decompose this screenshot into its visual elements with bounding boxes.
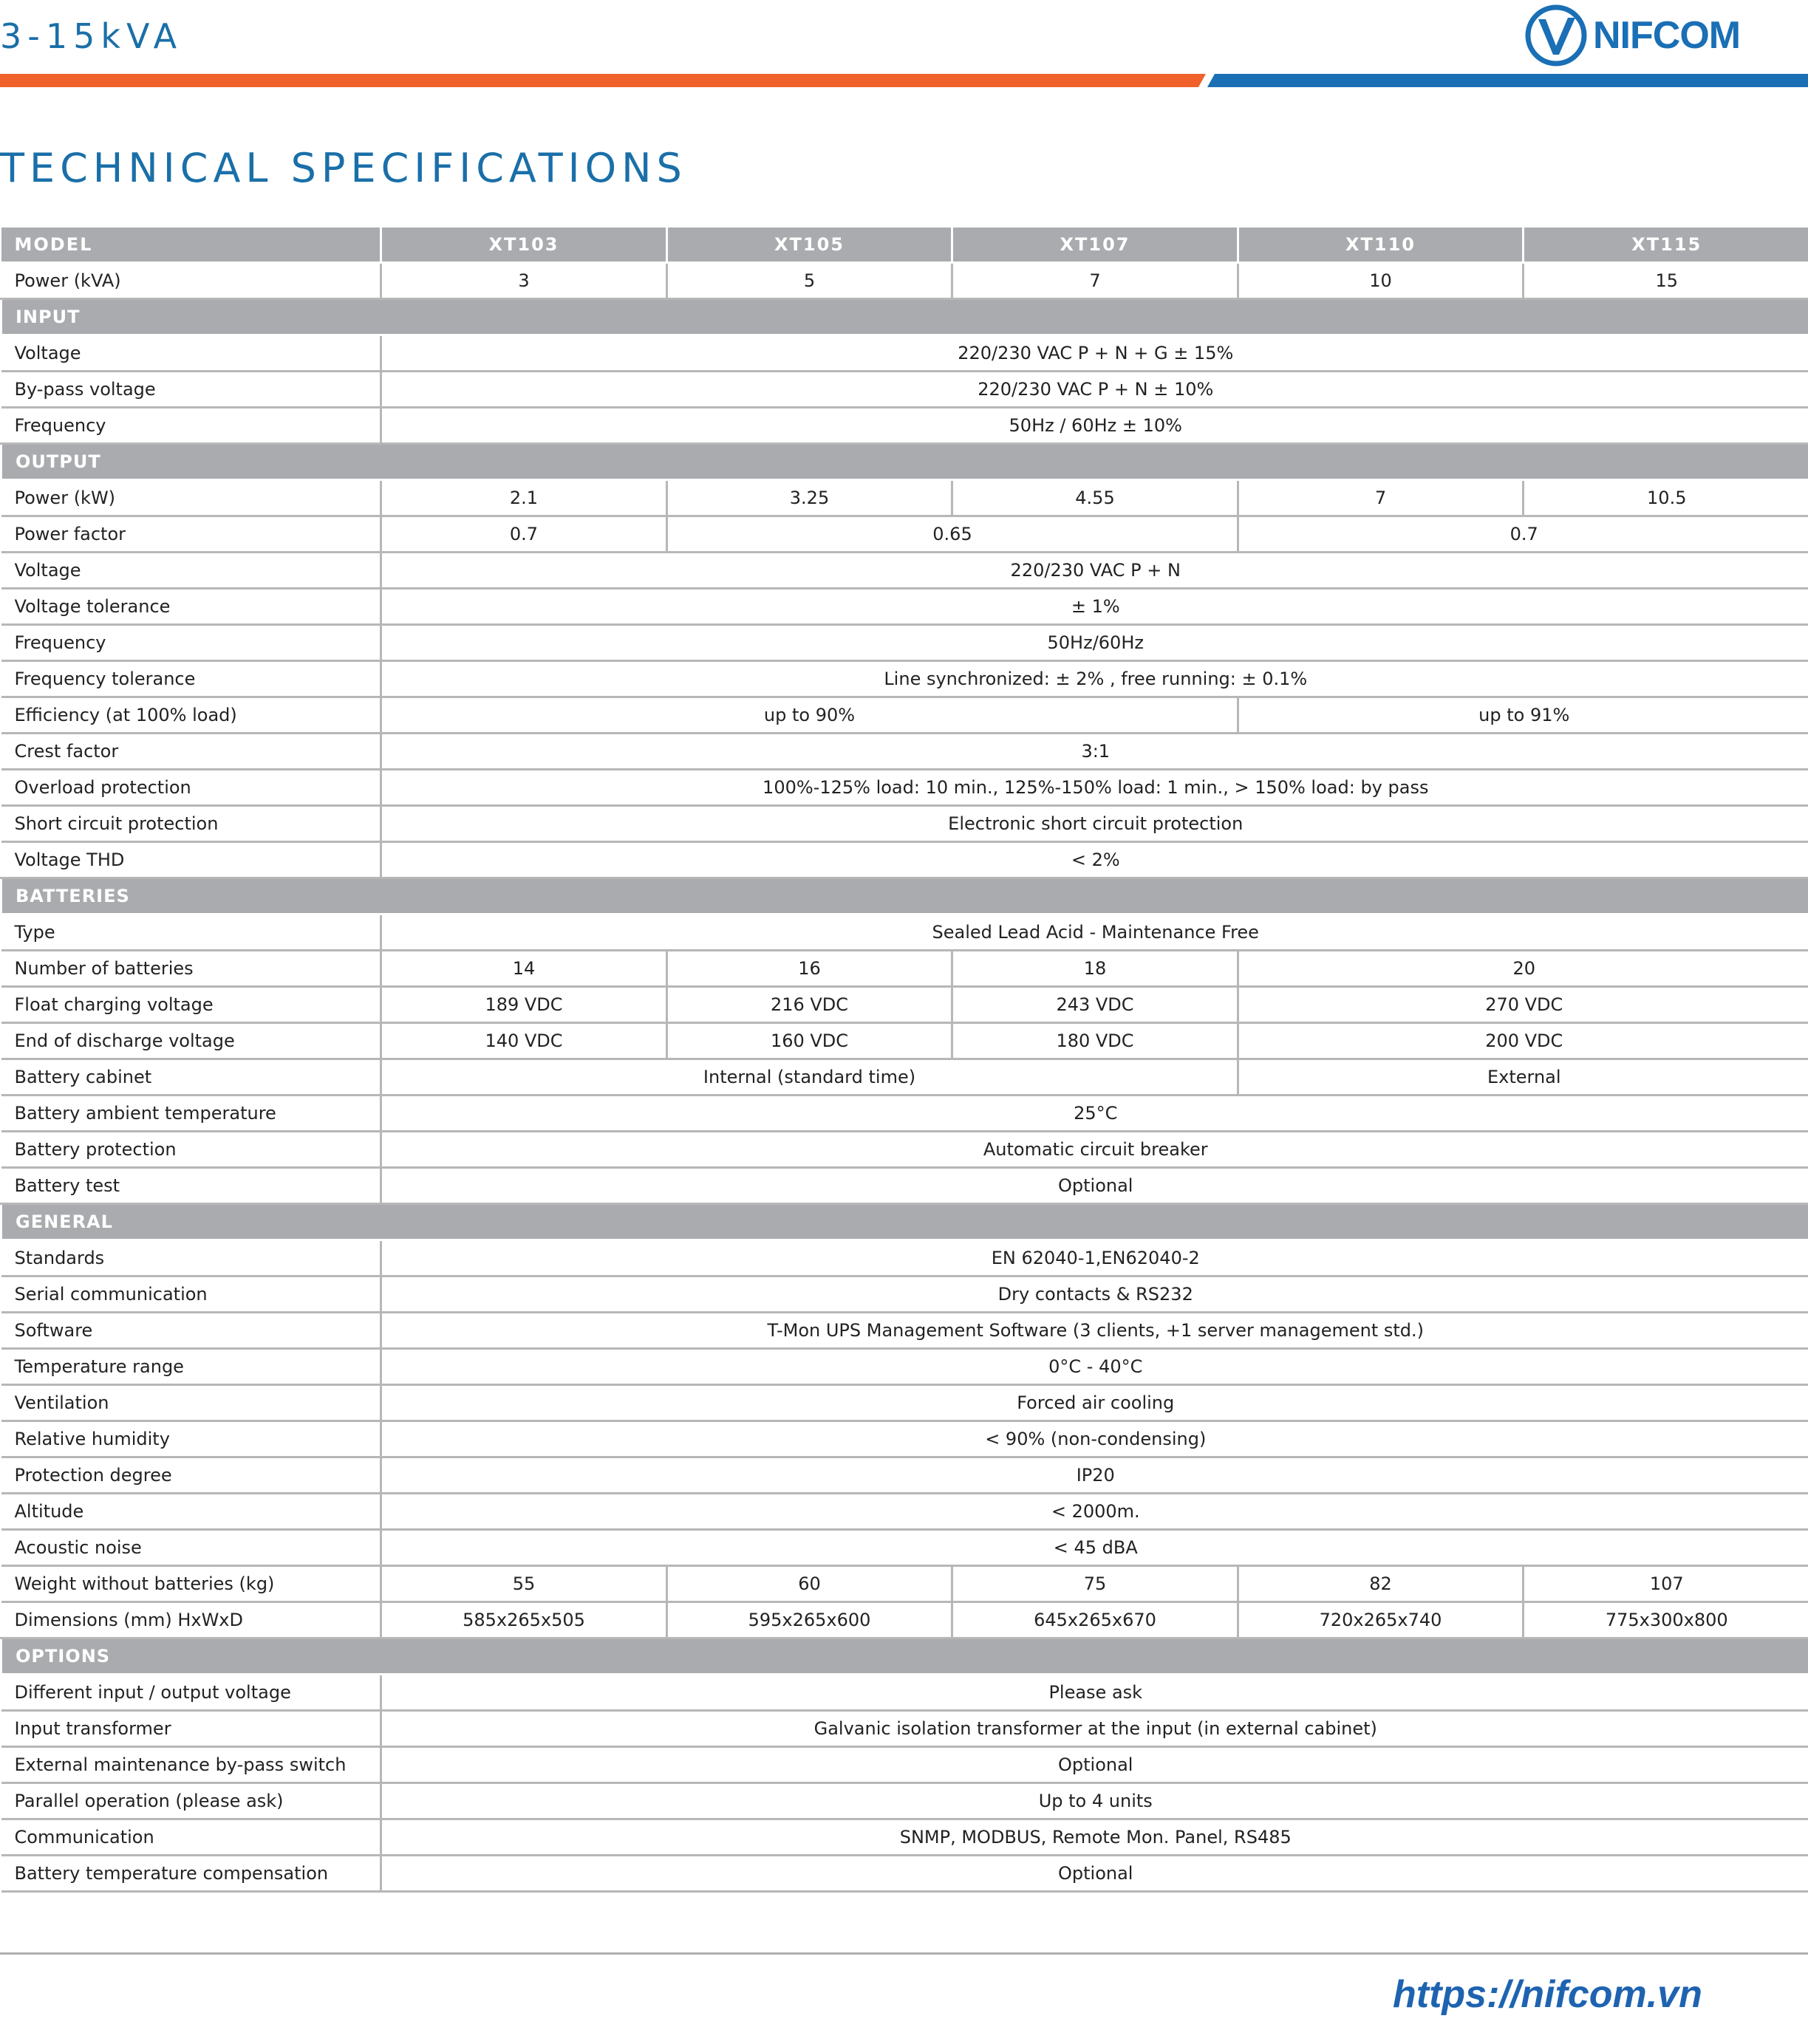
logo-mark-icon <box>1521 0 1592 74</box>
cell: 15 <box>1524 263 1808 299</box>
table-row <box>1 697 1808 734</box>
cell: T-Mon UPS Management Software (3 clients, +1 server management std.) <box>381 1313 1808 1349</box>
cell: Optional <box>381 1856 1808 1892</box>
row-label: Input transformer <box>1 1711 381 1747</box>
table-row <box>1 1783 1808 1819</box>
cell: up to 90% <box>381 697 1238 734</box>
row-label: Battery test <box>1 1168 381 1204</box>
model-xt110: XT110 <box>1238 228 1524 263</box>
row-label: External maintenance by-pass switch <box>1 1747 381 1783</box>
cell: Electronic short circuit protection <box>381 806 1808 842</box>
table-row <box>1 1457 1808 1494</box>
cell: 775x300x800 <box>1524 1602 1808 1638</box>
cell: IP20 <box>381 1457 1808 1494</box>
table-row <box>1 1240 1808 1276</box>
cell: 3 <box>381 263 667 299</box>
row-label: Battery protection <box>1 1132 381 1168</box>
table-row <box>1 1313 1808 1349</box>
cell: 7 <box>1238 480 1524 516</box>
section-row-options <box>1 1638 1808 1675</box>
table-row <box>1 1711 1808 1747</box>
cell: 75 <box>952 1566 1238 1602</box>
cell: 216 VDC <box>667 987 952 1023</box>
cell: Galvanic isolation transformer at the input (in external cabinet) <box>381 1711 1808 1747</box>
cell: Forced air cooling <box>381 1385 1808 1421</box>
cell: 0.65 <box>667 516 1238 553</box>
section-heading: TECHNICAL SPECIFICATIONS <box>0 145 687 191</box>
table-row <box>1 480 1808 516</box>
table-row <box>1 1494 1808 1530</box>
model-xt115: XT115 <box>1524 228 1808 263</box>
section-title: GENERAL <box>1 1204 1808 1240</box>
cell: 55 <box>381 1566 667 1602</box>
cell: 2.1 <box>381 480 667 516</box>
cell: Optional <box>381 1168 1808 1204</box>
model-xt105: XT105 <box>667 228 952 263</box>
row-label: Voltage tolerance <box>1 589 381 625</box>
cell: Line synchronized: ± 2% , free running: ± 0.1% <box>381 661 1808 697</box>
cell: < 90% (non-condensing) <box>381 1421 1808 1457</box>
row-label: Relative humidity <box>1 1421 381 1457</box>
table-row <box>1 1132 1808 1168</box>
cell: 4.55 <box>952 480 1238 516</box>
section-title: INPUT <box>1 299 1808 335</box>
row-label: Float charging voltage <box>1 987 381 1023</box>
section-title: OUTPUT <box>1 444 1808 480</box>
row-label: Protection degree <box>1 1457 381 1494</box>
row-label: Dimensions (mm) HxWxD <box>1 1602 381 1638</box>
section-title: OPTIONS <box>1 1638 1808 1675</box>
row-label: Voltage <box>1 335 381 372</box>
cell: EN 62040-1,EN62040-2 <box>381 1240 1808 1276</box>
table-row <box>1 1059 1808 1096</box>
row-label: Ventilation <box>1 1385 381 1421</box>
row-label: Temperature range <box>1 1349 381 1385</box>
table-row <box>1 408 1808 444</box>
row-label: Parallel operation (please ask) <box>1 1783 381 1819</box>
model-xt103: XT103 <box>381 228 667 263</box>
table-row <box>1 1856 1808 1892</box>
cell: 7 <box>952 263 1238 299</box>
cell: ± 1% <box>381 589 1808 625</box>
row-label: Voltage THD <box>1 842 381 878</box>
table-row <box>1 1349 1808 1385</box>
table-row <box>1 915 1808 951</box>
row-label: Battery cabinet <box>1 1059 381 1096</box>
table-header-row <box>1 228 1808 263</box>
cell: 160 VDC <box>667 1023 952 1059</box>
section-row-output <box>1 444 1808 480</box>
row-label: Overload protection <box>1 770 381 806</box>
table-row <box>1 1385 1808 1421</box>
row-label: Frequency tolerance <box>1 661 381 697</box>
section-row-batteries <box>1 878 1808 915</box>
cell: Internal (standard time) <box>381 1059 1238 1096</box>
table-row <box>1 987 1808 1023</box>
table-row <box>1 1023 1808 1059</box>
cell: 0.7 <box>1238 516 1808 553</box>
row-label: Standards <box>1 1240 381 1276</box>
table-row <box>1 1819 1808 1856</box>
cell: 645x265x670 <box>952 1602 1238 1638</box>
row-label: Efficiency (at 100% load) <box>1 697 381 734</box>
cell: 243 VDC <box>952 987 1238 1023</box>
cell: 720x265x740 <box>1238 1602 1524 1638</box>
cell: 20 <box>1238 951 1808 987</box>
cell: Automatic circuit breaker <box>381 1132 1808 1168</box>
cell: 220/230 VAC P + N + G ± 15% <box>381 335 1808 372</box>
section-row-input <box>1 299 1808 335</box>
section-row-general <box>1 1204 1808 1240</box>
footer-divider <box>0 1952 1808 1955</box>
table-row <box>1 372 1808 408</box>
row-label: Battery ambient temperature <box>1 1096 381 1132</box>
cell: 585x265x505 <box>381 1602 667 1638</box>
cell: < 2% <box>381 842 1808 878</box>
cell: 14 <box>381 951 667 987</box>
table-row <box>1 553 1808 589</box>
cell: < 45 dBA <box>381 1530 1808 1566</box>
cell: 3:1 <box>381 734 1808 770</box>
table-row <box>1 661 1808 697</box>
header-title: 3-15kVA <box>0 16 183 56</box>
cell: 82 <box>1238 1566 1524 1602</box>
cell: 595x265x600 <box>667 1602 952 1638</box>
cell: Please ask <box>381 1675 1808 1711</box>
table-row <box>1 1602 1808 1638</box>
model-label: MODEL <box>1 228 381 263</box>
table-row <box>1 263 1808 299</box>
row-label: Serial communication <box>1 1276 381 1313</box>
table-row <box>1 516 1808 553</box>
cell: 50Hz/60Hz <box>381 625 1808 661</box>
cell: 3.25 <box>667 480 952 516</box>
row-label: Different input / output voltage <box>1 1675 381 1711</box>
cell: 10.5 <box>1524 480 1808 516</box>
cell: 5 <box>667 263 952 299</box>
row-label: End of discharge voltage <box>1 1023 381 1059</box>
row-label: Weight without batteries (kg) <box>1 1566 381 1602</box>
table-row <box>1 842 1808 878</box>
cell: 200 VDC <box>1238 1023 1808 1059</box>
cell: 189 VDC <box>381 987 667 1023</box>
table-row <box>1 770 1808 806</box>
cell: 180 VDC <box>952 1023 1238 1059</box>
footer-url-link[interactable]: https://nifcom.vn <box>1393 1973 1702 2016</box>
table-row <box>1 806 1808 842</box>
cell: SNMP, MODBUS, Remote Mon. Panel, RS485 <box>381 1819 1808 1856</box>
table-row <box>1 1276 1808 1313</box>
cell: 100%-125% load: 10 min., 125%-150% load: 1 min., > 150% load: by pass <box>381 770 1808 806</box>
logo-text: NIFCOM <box>1593 14 1741 57</box>
cell: Dry contacts & RS232 <box>381 1276 1808 1313</box>
row-label: Short circuit protection <box>1 806 381 842</box>
row-label: Crest factor <box>1 734 381 770</box>
cell: 220/230 VAC P + N ± 10% <box>381 372 1808 408</box>
row-label: Frequency <box>1 408 381 444</box>
table-row <box>1 734 1808 770</box>
table-row <box>1 1675 1808 1711</box>
cell: Up to 4 units <box>381 1783 1808 1819</box>
cell: 0.7 <box>381 516 667 553</box>
table-row <box>1 335 1808 372</box>
cell: up to 91% <box>1238 697 1808 734</box>
table-row <box>1 1168 1808 1204</box>
table-row <box>1 1566 1808 1602</box>
row-label: Number of batteries <box>1 951 381 987</box>
cell: < 2000m. <box>381 1494 1808 1530</box>
row-label: By-pass voltage <box>1 372 381 408</box>
row-label: Voltage <box>1 553 381 589</box>
row-label: Software <box>1 1313 381 1349</box>
row-label: Altitude <box>1 1494 381 1530</box>
spec-table <box>0 228 1808 1893</box>
row-label: Type <box>1 915 381 951</box>
table-row <box>1 625 1808 661</box>
nifcom-logo <box>1521 0 1772 74</box>
cell: 107 <box>1524 1566 1808 1602</box>
row-label: Power factor <box>1 516 381 553</box>
cell: Sealed Lead Acid - Maintenance Free <box>381 915 1808 951</box>
cell: 0°C - 40°C <box>381 1349 1808 1385</box>
cell: Optional <box>381 1747 1808 1783</box>
table-row <box>1 1747 1808 1783</box>
row-label: Power (kVA) <box>1 263 381 299</box>
cell: 60 <box>667 1566 952 1602</box>
cell: 50Hz / 60Hz ± 10% <box>381 408 1808 444</box>
cell: 16 <box>667 951 952 987</box>
section-title: BATTERIES <box>1 878 1808 915</box>
cell: 140 VDC <box>381 1023 667 1059</box>
model-xt107: XT107 <box>952 228 1238 263</box>
row-label: Frequency <box>1 625 381 661</box>
row-label: Battery temperature compensation <box>1 1856 381 1892</box>
cell: 10 <box>1238 263 1524 299</box>
cell: 220/230 VAC P + N <box>381 553 1808 589</box>
row-label: Power (kW) <box>1 480 381 516</box>
cell: 25°C <box>381 1096 1808 1132</box>
row-label: Acoustic noise <box>1 1530 381 1566</box>
table-row <box>1 589 1808 625</box>
cell: 270 VDC <box>1238 987 1808 1023</box>
row-label: Communication <box>1 1819 381 1856</box>
table-row <box>1 1096 1808 1132</box>
table-row <box>1 1421 1808 1457</box>
table-row <box>1 951 1808 987</box>
cell: 18 <box>952 951 1238 987</box>
header-stripe <box>0 74 1808 87</box>
cell: External <box>1238 1059 1808 1096</box>
table-row <box>1 1530 1808 1566</box>
